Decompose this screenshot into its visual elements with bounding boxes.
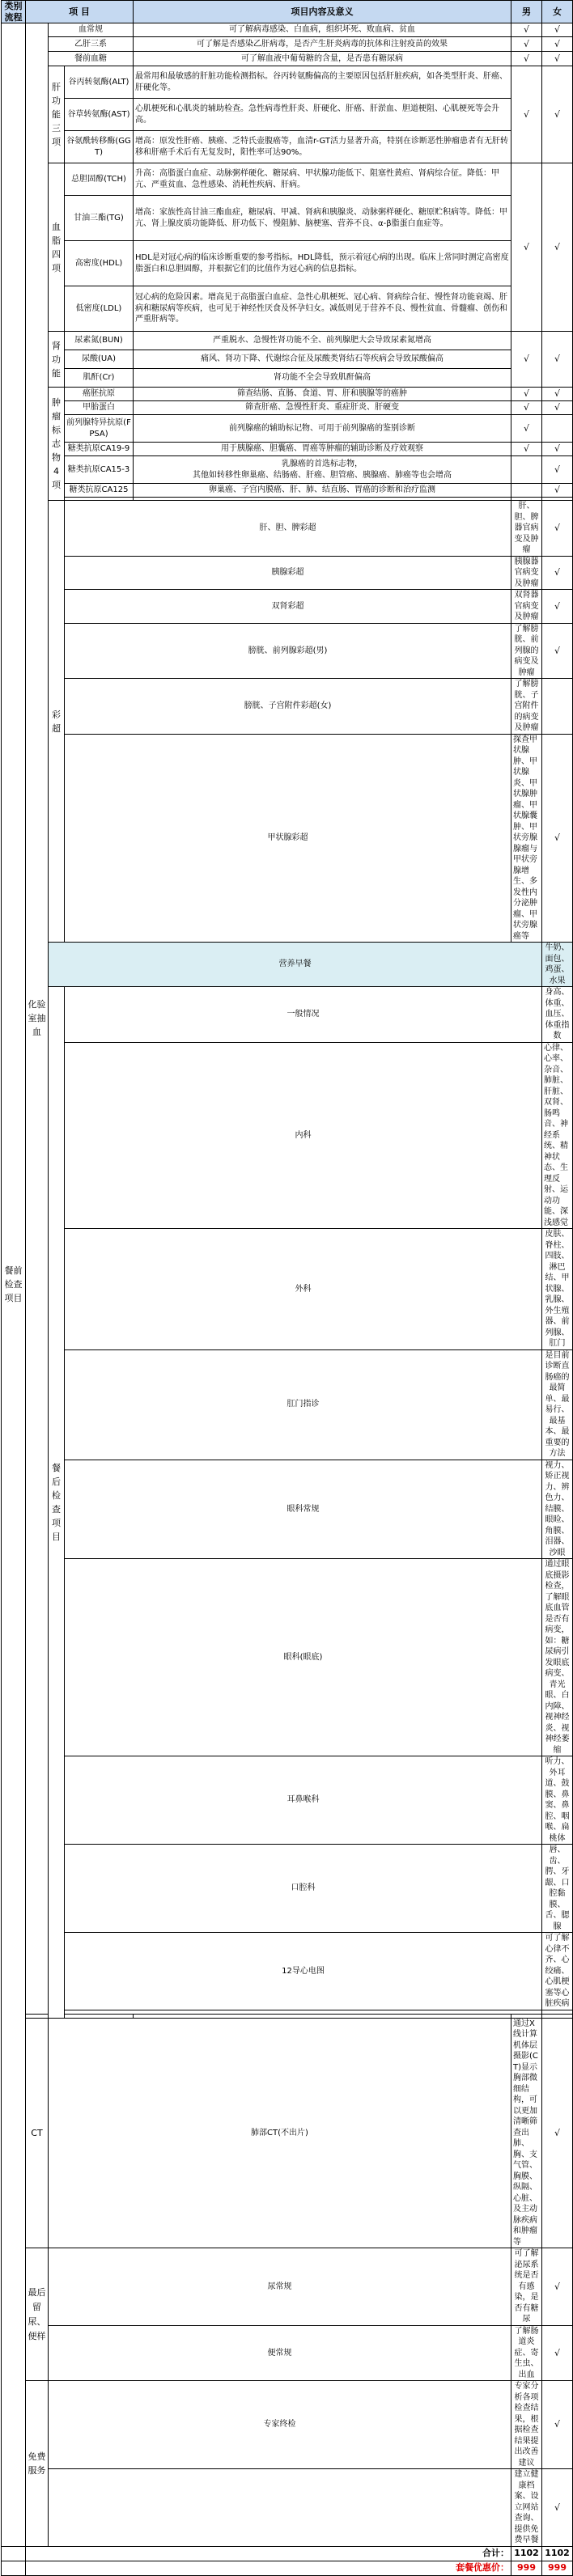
group-lab-blood: 化验室抽血 [26, 23, 49, 2015]
promo-male: 999 [511, 2561, 542, 2575]
meaning-general: 身高、体重、血压、体重指数 [542, 987, 573, 1043]
meaning-archive: 建立健康档案、设立网站查询、提供免费早餐 [511, 2469, 542, 2547]
check-female: √ [542, 401, 573, 415]
item-cea: 癌胚抗原 [65, 388, 134, 401]
group-liver: 肝功能三项 [49, 66, 65, 163]
exam-package-table [1, 0, 573, 2576]
group-ultrasound: 彩超 [49, 501, 65, 943]
meaning-cr: 肾功能不全会导致肌酐偏高 [134, 369, 511, 388]
check-male: √ [511, 401, 542, 415]
meaning-ca153 [134, 456, 511, 484]
header-male: 男 [511, 1, 542, 23]
item-eye-fundus: 眼科(眼底) [65, 1559, 542, 1756]
meaning-hbv: 可了解是否感染乙肝病毒，是否产生肝炎病毒的抗体和注射疫苗的效果 [134, 37, 511, 52]
meaning-fpsa: 前列腺癌的辅助标记物、可用于前列腺癌的鉴别诊断 [134, 415, 511, 443]
header-female: 女 [542, 1, 573, 23]
item-hbv: 乙肝三系 [49, 37, 134, 52]
item-us-liver: 肝、胆、脾彩超 [65, 501, 511, 557]
meaning-us-female: 了解膀胱、子宫附件的病变及肿瘤 [511, 679, 542, 735]
total-female: 1102 [542, 2546, 573, 2561]
check-male [542, 679, 573, 735]
check-female: √ [542, 332, 573, 388]
check-male: √ [511, 332, 542, 388]
meaning-ca125: 卵巢癌、子宫内膜癌、肝、肺、结直肠、胃癌的诊断和治疗监测 [134, 484, 511, 498]
meaning-urine: 可了解泌尿系统是否有感染，是否有糖尿 [511, 2248, 542, 2326]
item-glucose: 餐前血糖 [49, 52, 134, 66]
promo-female: 999 [542, 2561, 573, 2575]
meaning-lung-ct: 通过X线计算机体层摄影(CT)显示胸部微细结构，可以更加清晰筛查出肺、胸、支气管、胸膜、纵隔、心脏、及主动脉疾病和肿瘤等 [511, 2018, 542, 2248]
check-female: √ [542, 66, 573, 163]
check-male: √ [511, 388, 542, 401]
group-post-exam: 餐后检查项目 [49, 987, 65, 2019]
meaning-bun: 严重脱水、急慢性肾功能不全、前列腺肥大会导致尿素氮增高 [134, 332, 511, 350]
meaning-ca153-line2: 其他如转移性卵巢癌、结肠癌、肝癌、胆管癌、胰腺癌、肺癌等也会增高 [193, 470, 452, 480]
check-female: √ [542, 484, 573, 498]
item-tg: 甘油三酯(TG) [65, 196, 134, 241]
group-free: 免费服务 [26, 2381, 49, 2547]
item-ggt: 谷氨酰转移酶(GGT) [65, 131, 134, 163]
item-stool: 便常规 [49, 2325, 511, 2381]
check-male [511, 484, 542, 498]
meaning-us-thyroid: 探查甲状腺肿、甲状腺炎、甲状腺肿瘤、甲状腺囊肿、甲状旁腺腺瘤与甲状旁腺增生、多发性内分泌肿瘤、甲状旁腺癌等 [511, 734, 542, 943]
check-female: √ [542, 23, 573, 37]
meaning-hdl: HDL是对冠心病的临床诊断重要的参考指标。HDL降低，预示着冠心病的出现。临床上常同时测定高密度脂蛋白和总胆固醇，并根据它们的比值作为冠心病的信息指标。 [134, 241, 511, 286]
check-female: √ [542, 456, 573, 484]
meaning-ua: 痛风、肾功下降、代谢综合征及尿酸类肾结石等疾病会导致尿酸偏高 [134, 350, 511, 369]
item-blood-routine: 血常规 [49, 23, 134, 37]
item-urine: 尿常规 [49, 2248, 511, 2326]
group-ct: CT [26, 2018, 49, 2248]
meaning-tch: 升高：高脂蛋白血症、动脉粥样硬化、糖尿病、甲状腺功能低下、阻塞性黄疸、肾病综合征。降低：甲亢、严重贫血、急性感染、消耗性疾病、肝病。 [134, 163, 511, 196]
meaning-anal: 是目前诊断直肠癌的最简单、最易行、最基本、最重要的方法 [542, 1349, 573, 1460]
meaning-afp: 筛查肝癌、急慢性肝炎、重症肝炎、肝硬变 [134, 401, 511, 415]
header-category: 类别流程 [2, 1, 26, 23]
check-male: √ [511, 443, 542, 456]
item-bun: 尿素氮(BUN) [65, 332, 134, 350]
meaning-ldl: 冠心病的危险因素。增高见于高脂蛋白血症、急性心肌梗死、冠心病、肾病综合征、慢性肾功能衰竭、肝病和糖尿病等疾病，也可见于神经性厌食及怀孕妇女。减低则见于营养不良、慢性贫血、骨髓瘤、创伤和严重肝病等。 [134, 286, 511, 332]
meaning-surgery: 皮肤、脊柱、四肢、淋巴结、甲状腺、乳腺、外生殖器、前列腺、肛门 [542, 1229, 573, 1350]
check-male: √ [511, 23, 542, 37]
item-anal: 肛门指诊 [65, 1349, 542, 1460]
meaning-ecg: 可了解心律不齐、心绞痛、心肌梗塞等心脏疾病 [542, 1933, 573, 2010]
group-last: 最后留尿、便样 [26, 2248, 49, 2381]
meaning-stool: 了解肠道炎症、寄生虫、出血 [511, 2325, 542, 2381]
item-ent: 耳鼻喉科 [65, 1756, 542, 1845]
check-male: √ [542, 734, 573, 943]
meaning-eye-fundus-line1: 通过眼底摄影检查，了解眼底血管是否有病变， [545, 1560, 570, 1634]
check-female: √ [542, 52, 573, 66]
group-lipid: 血脂四项 [49, 163, 65, 332]
header-item: 项 目 [26, 1, 134, 23]
check-male [511, 456, 542, 484]
blank-cell [2, 2546, 26, 2561]
meaning-us-male: 了解膀胱、前列腺的病变及肿瘤 [511, 623, 542, 679]
check-male: √ [511, 66, 542, 163]
check-male: √ [542, 623, 573, 679]
check-female: √ [542, 388, 573, 401]
total-male: 1102 [511, 2546, 542, 2561]
check-male: √ [542, 590, 573, 624]
meaning-us-liver: 肝、胆、脾器官病变及肿瘤 [511, 501, 542, 557]
item-ca125: 糖类抗原CA125 [65, 484, 134, 498]
check-female [542, 415, 573, 443]
item-general: 一般情况 [65, 987, 542, 1043]
meaning-consult: 专家分析各项检查结果，根据检查结果提出改善建议 [511, 2381, 542, 2469]
meaning-ast: 心肌梗死和心肌炎的辅助检查。急性病毒性肝炎、肝硬化、肝癌、肝淤血、胆道梗阻、心肌梗死等会升高。 [134, 99, 511, 131]
meaning-us-kidney: 双肾器官病变及肿瘤 [511, 590, 542, 624]
check-male: √ [511, 52, 542, 66]
meaning-cea: 筛查结肠、直肠、食道、胃、肝和胰腺等的癌肿 [134, 388, 511, 401]
item-us-kidney: 双肾彩超 [65, 590, 511, 624]
meaning-us-pancreas: 胰腺器官病变及肿瘤 [511, 556, 542, 590]
meaning-glucose: 可了解血液中葡萄糖的含量，是否患有糖尿病 [134, 52, 511, 66]
meaning-breakfast: 牛奶、面包、鸡蛋、水果 [542, 943, 573, 987]
check-female: √ [542, 37, 573, 52]
item-consult: 专家终检 [49, 2381, 511, 2469]
item-oral: 口腔科 [65, 1845, 542, 1933]
check-male: √ [542, 2469, 573, 2547]
meaning-internal: 心律、心率、杂音、肺脏、肝脏、双肾、肠鸣音、神经系统、精神状态、生理反射、运动功能、深浅感觉 [542, 1042, 573, 1229]
item-cr: 肌酐(Cr) [65, 369, 134, 388]
item-lung-ct: 肺部CT(不出片) [49, 2018, 511, 2248]
meaning-ent: 听力、外耳道、鼓膜、鼻窦、鼻腔、咽喉、扁桃体 [542, 1756, 573, 1845]
item-ast: 谷草转氨酶(AST) [65, 99, 134, 131]
check-male: √ [511, 37, 542, 52]
meaning-alt: 最常用和最敏感的肝脏功能检测指标。谷丙转氨酶偏高的主要原因包括肝脏疾病，如各类型肝炎、肝癌、肝硬化等。 [134, 66, 511, 99]
item-us-female: 膀胱、子宫附件彩超(女) [65, 679, 511, 735]
blank-cell [2, 2561, 26, 2575]
check-male: √ [542, 2381, 573, 2469]
item-tch: 总胆固醇(TCH) [65, 163, 134, 196]
meaning-eye-fundus [542, 1559, 573, 1756]
group-tumor: 肿瘤标志物4项 [49, 388, 65, 501]
item-ecg: 12导心电图 [65, 1933, 542, 2010]
check-male: √ [511, 415, 542, 443]
item-ua: 尿酸(UA) [65, 350, 134, 369]
item-afp: 甲胎蛋白 [65, 401, 134, 415]
item-us-thyroid: 甲状腺彩超 [65, 734, 511, 943]
item-ca153: 糖类抗原CA15-3 [65, 456, 134, 484]
item-us-male: 膀胱、前列腺彩超(男) [65, 623, 511, 679]
check-female: √ [542, 443, 573, 456]
group-pre-exam: 餐前检查项目 [2, 23, 26, 2547]
group-kidney: 肾功能 [49, 332, 65, 388]
meaning-oral: 唇、齿、腭、牙龈、口腔黏膜、舌、腮腺 [542, 1845, 573, 1933]
item-us-pancreas: 胰腺彩超 [65, 556, 511, 590]
check-male: √ [542, 501, 573, 557]
item-eye-routine: 眼科常规 [65, 1460, 542, 1559]
header-meaning: 项目内容及意义 [134, 1, 511, 23]
item-surgery: 外科 [65, 1229, 542, 1350]
item-alt: 谷丙转氨酶(ALT) [65, 66, 134, 99]
check-male: √ [542, 556, 573, 590]
check-female: √ [542, 163, 573, 332]
check-male: √ [511, 163, 542, 332]
meaning-ca199: 用于胰腺癌、胆囊癌、胃癌等肿瘤的辅助诊断及疗效观察 [134, 443, 511, 456]
meaning-blood-routine: 可了解病毒感染、白血病，组织坏死、败血病、贫血 [134, 23, 511, 37]
total-label: 合计： [26, 2546, 511, 2561]
meaning-eye-fundus-line2: 如：糖尿病引发眼底病变、青光眼、白内障、视神经炎、视神经萎缩 [545, 1636, 570, 1755]
check-male: √ [542, 2325, 573, 2381]
meaning-tg: 增高：家族性高甘油三酯血症，糖尿病、甲减、肾病和胰腺炎、动脉粥样硬化、糖原贮积病等。降低：甲亢、肾上腺皮质功能降低、肝功低下、慢阻肺、脑梗塞、营养不良、α-β脂蛋白血症等。 [134, 196, 511, 241]
item-hdl: 高密度(HDL) [65, 241, 134, 286]
meaning-ggt: 增高：原发性肝癌、胰癌、乏特氏壶腹癌等，血清r-GT活力显著升高，特别在诊断恶性肿瘤患者有无肝转移和肝癌手术后有无复发时，阳性率可达90%。 [134, 131, 511, 163]
item-internal: 内科 [65, 1042, 542, 1229]
meaning-eye-routine: 视力、矫正视力、辨色力、结膜、眼睑、角膜、泪器、沙眼 [542, 1460, 573, 1559]
check-male: √ [542, 2248, 573, 2326]
item-archive [49, 2469, 511, 2547]
item-ldl: 低密度(LDL) [65, 286, 134, 332]
item-ca199: 糖类抗原CA19-9 [65, 443, 134, 456]
meaning-ca153-line1: 乳腺癌的首选标志物， [282, 460, 363, 468]
promo-label: 套餐优惠价： [26, 2561, 511, 2575]
item-breakfast: 营养早餐 [49, 943, 542, 987]
item-fpsa: 前列腺特异抗原(FPSA) [65, 415, 134, 443]
check-male: √ [542, 2018, 573, 2248]
